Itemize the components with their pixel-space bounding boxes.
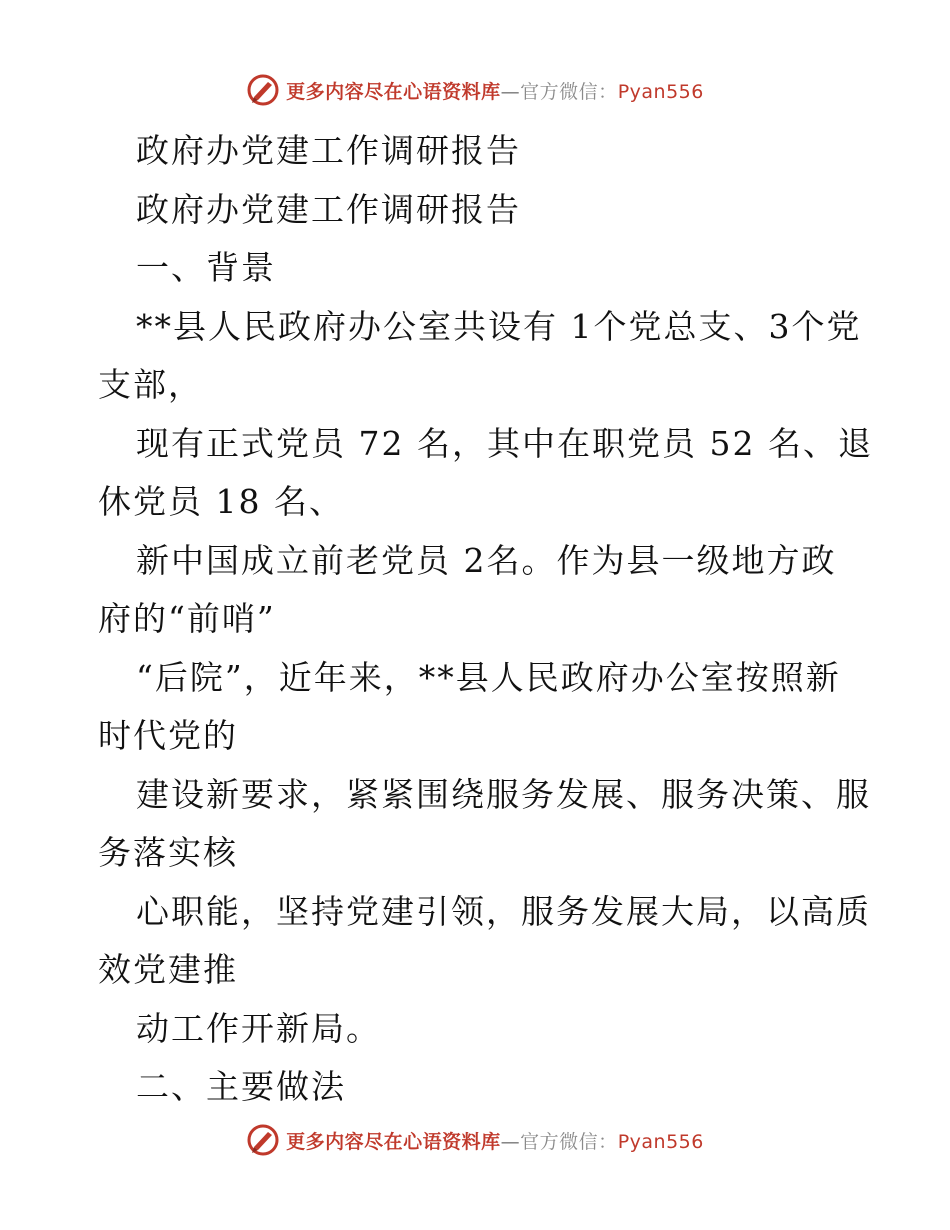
- paragraph-line: 动工作开新局。: [136, 1008, 381, 1048]
- banner-content: [246, 1123, 704, 1157]
- paragraph-line: 府的“前哨”: [98, 599, 276, 638]
- banner-wechat-account: Pyan556: [617, 1130, 704, 1153]
- banner-dash: —: [500, 1130, 521, 1153]
- paragraph-line: 效党建推: [98, 950, 238, 989]
- banner-promo-text: 更多内容尽在心语资料库: [286, 80, 501, 103]
- section-heading-main-practices: 二、主要做法: [136, 1067, 346, 1106]
- banner-content: [246, 73, 704, 107]
- paragraph-line: 时代党的: [98, 716, 238, 755]
- banner-wechat-label: 官方微信：: [520, 80, 618, 103]
- red-quill-seal-icon: [246, 73, 280, 107]
- paragraph-line: 务落实核: [98, 833, 238, 872]
- banner-text: [286, 77, 704, 104]
- banner-wechat-account: Pyan556: [617, 80, 704, 103]
- paragraph-line: 心职能，坚持党建引领，服务发展大局，以高质: [136, 891, 871, 931]
- document-subtitle: 政府办党建工作调研报告: [136, 189, 521, 229]
- paragraph-line: 现有正式党员 72 名，其中在职党员 52 名、退: [136, 423, 873, 463]
- red-quill-seal-icon: [246, 1123, 280, 1157]
- paragraph-line: 新中国成立前老党员 2名。作为县一级地方政: [136, 540, 837, 580]
- document-body: [98, 122, 873, 1117]
- footer-watermark-banner: [0, 1120, 950, 1160]
- header-watermark-banner: [0, 70, 950, 110]
- paragraph-line: 建设新要求，紧紧围绕服务发展、服务决策、服: [136, 774, 871, 814]
- banner-text: [286, 1127, 704, 1154]
- banner-promo-text: 更多内容尽在心语资料库: [286, 1130, 501, 1153]
- paragraph-line: **县人民政府办公室共设有 1个党总支、3个党: [136, 306, 862, 346]
- banner-dash: —: [500, 80, 521, 103]
- paragraph-line: 支部，: [98, 365, 203, 404]
- banner-wechat-label: 官方微信：: [520, 1130, 618, 1153]
- paragraph-line: “后院”，近年来，**县人民政府办公室按照新: [136, 657, 841, 697]
- section-heading-background: 一、背景: [136, 248, 276, 287]
- document-title: 政府办党建工作调研报告: [136, 131, 521, 170]
- paragraph-line: 休党员 18 名、: [98, 482, 344, 521]
